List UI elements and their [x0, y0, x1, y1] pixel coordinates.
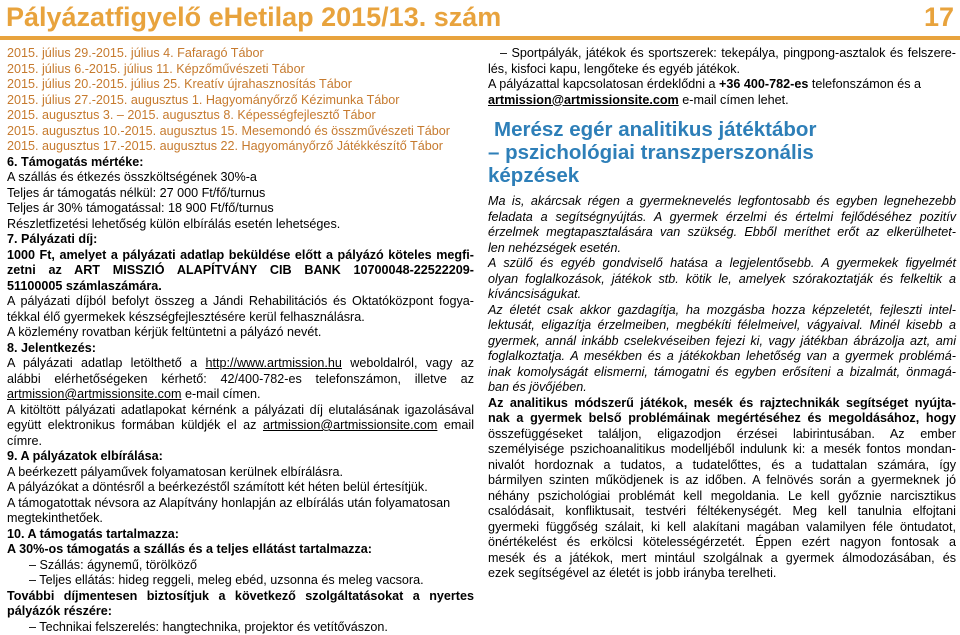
- para-line: len nehézségek esetén.: [488, 241, 956, 257]
- para-line: néhány pszichológiai problémát kell megoldania. Le kell győznie narcisztikus: [488, 489, 956, 505]
- section-7-line: 51100005 számlaszámára.: [7, 279, 474, 295]
- right-column: [488, 46, 956, 582]
- article-heading: [488, 118, 956, 187]
- section-9-line: megtekinthetőek.: [7, 511, 474, 527]
- para-line: érzelmek megtapasztalására van szükség. Ebből meríthet erőt az elkerülhetet-: [488, 225, 956, 241]
- section-6-line: Teljes ár 30% támogatással: 18 900 Ft/fő/turnus: [7, 201, 474, 217]
- schedule-item: 2015. július 20.-2015. július 25. Kreatív újrahasznosítás Tábor: [7, 77, 474, 93]
- section-6-title: 6. Támogatás mértéke:: [7, 155, 474, 171]
- section-8-line: alábbi elérhetőségeken kérhető: 42/400-782-es telefonszámon, illetve az: [7, 372, 474, 388]
- text: weboldalról, vagy az: [342, 356, 474, 370]
- heading-line: – pszichológiai transzperszonális: [488, 141, 956, 164]
- website-link[interactable]: http://www.artmission.hu: [205, 356, 341, 370]
- para-line: A szülő és egyéb gondviselő hatása a legjelentősebb. A gyermekek figyelmét: [488, 256, 956, 272]
- section-7-line: A pályázati díjból befolyt összeg a Jándi Rehabilitációs és Oktatóközpont fogya-: [7, 294, 474, 310]
- section-8-line: [7, 356, 474, 372]
- text: együtt elektronikus formában küldjék el az: [7, 418, 263, 432]
- extra-services-title: pályázók részére:: [7, 604, 474, 620]
- para-line: gyermek, annál inkább cselekvéseiben fejezi ki, vagy játékban ábrázolja azt, ami: [488, 334, 956, 350]
- schedule-item: 2015. július 6.-2015. július 11. Képzőművészeti Tábor: [7, 62, 474, 78]
- heading-line: képzések: [488, 164, 956, 187]
- section-7-line: A közlemény rovatban kérjük feltüntetni a pályázó nevét.: [7, 325, 474, 341]
- section-10-subtitle: A 30%-os támogatás a szállás és a teljes ellátást tartalmazza:: [7, 542, 474, 558]
- publication-title: Pályázatfigyelő eHetilap 2015/13. szám: [6, 0, 501, 34]
- analytic-paragraph: [488, 396, 956, 582]
- para-line: kíváncsiságukat.: [488, 287, 956, 303]
- section-10-title-text: 10. A támogatás tartalmazza:: [7, 527, 179, 541]
- para-line: nivalót hordoznak a tudatos, a tudatelőttes, és a tudattalan számára, így: [488, 458, 956, 474]
- section-10-item: – Teljes ellátás: hideg reggeli, meleg ebéd, uzsonna és meleg vacsora.: [7, 573, 474, 589]
- section-7-line: tékkal élő gyermekek készségfejlesztésére kerül felhasználásra.: [7, 310, 474, 326]
- section-8-line: [7, 418, 474, 434]
- camp-schedule: [7, 46, 474, 155]
- heading-line: Merész egér analitikus játéktábor: [488, 118, 956, 141]
- para-line: feladata a segítségnyújtás. A gyermek érzelmi és értelmi fejlődéséhez pozitív: [488, 210, 956, 226]
- page-header: [0, 0, 960, 42]
- section-7-line: 1000 Ft, amelyet a pályázati adatlap beküldése előtt a pályázó köteles megfi-: [7, 248, 474, 264]
- section-6-line: A szállás és étkezés összköltségének 30%-a: [7, 170, 474, 186]
- section-9-line: A támogatottak névsora az Alapítvány honlapján az elbírálás után folyamatosan: [7, 496, 474, 512]
- para-line: bármilyen szinten működjenek is az időben. A felnövés során a gyermeknek jó: [488, 473, 956, 489]
- para-line: önértékelést és erkölcsi kötelességérzetét. Éppen ezért nagyon fontosak a: [488, 535, 956, 551]
- para-line: személyisége pszichoanalitikus modelljéből indulunk ki: a mesék fontos mondan-: [488, 442, 956, 458]
- section-10-item: – Szállás: ágynemű, törölköző: [7, 558, 474, 574]
- para-line: Az analitikus módszerű játékok, mesék és rajztechnikák segítséget nyújta-: [488, 396, 956, 412]
- section-7-title: 7. Pályázati díj:: [7, 232, 474, 248]
- email-link[interactable]: artmission@artmissionsite.com: [263, 418, 437, 432]
- text: A pályázattal kapcsolatosan érdeklődni a: [488, 77, 719, 91]
- phone-number: +36 400-782-es: [719, 77, 808, 91]
- section-9-line: A pályázókat a döntésről a beérkezéstől számított két héten belül értesítjük.: [7, 480, 474, 496]
- contact-line: [488, 77, 956, 93]
- text: e-mail címen lehet.: [679, 93, 789, 107]
- section-10-title: [7, 527, 474, 543]
- facilities-line: – Sportpályák, játékok és sportszerek: tekepálya, pingpong-asztalok és felszere-: [488, 46, 956, 62]
- section-8-line: [7, 387, 474, 403]
- section-8-title: 8. Jelentkezés:: [7, 341, 474, 357]
- para-line: ban és jövőjében.: [488, 380, 956, 396]
- section-9-title: 9. A pályázatok elbírálása:: [7, 449, 474, 465]
- extra-services-title: További díjmentesen biztosítjuk a következő szolgáltatásokat a nyertes: [7, 589, 474, 605]
- schedule-item: 2015. augusztus 10.-2015. augusztus 15. Mesemondó és összművészeti Tábor: [7, 124, 474, 140]
- text: e-mail címen.: [181, 387, 260, 401]
- section-8-line: A kitöltött pályázati adatlapokat kérnénk a pályázati díj elutalásának igazolásával: [7, 403, 474, 419]
- para-line: foglalkoztatja. A mesékben és a játékokban lehetőség van a gyermek problémá-: [488, 349, 956, 365]
- facilities-line: lés, kisfoci kapu, lengőteke és egyéb játékok.: [488, 62, 956, 78]
- intro-paragraph: [488, 194, 956, 396]
- text: A pályázati adatlap letölthető a: [7, 356, 205, 370]
- contact-line: [488, 93, 956, 109]
- para-line: Az életét csak akkor gazdagítja, ha mozgásba hozza képzeletét, fejleszti intel-: [488, 303, 956, 319]
- email-link[interactable]: artmission@artmissionsite.com: [7, 387, 181, 401]
- para-line: inak komolyságát elismerni, támogatni és egyben erősíteni a bizalmát, önmagá-: [488, 365, 956, 381]
- section-6-line: Teljes ár támogatás nélkül: 27 000 Ft/fő/turnus: [7, 186, 474, 202]
- schedule-item: 2015. július 27.-2015. augusztus 1. Hagyományőrző Kézimunka Tábor: [7, 93, 474, 109]
- para-line: nak a gyermek belső problémáinak megértéséhez és megoldásához, hogy: [488, 411, 956, 427]
- section-8-line: címre.: [7, 434, 474, 450]
- schedule-item: 2015. július 29.-2015. július 4. Fafaragó Tábor: [7, 46, 474, 62]
- schedule-item: 2015. augusztus 3. – 2015. augusztus 8. Képességfejlesztő Tábor: [7, 108, 474, 124]
- email-link[interactable]: artmission@artmissionsite.com: [488, 93, 679, 107]
- schedule-item: 2015. augusztus 17.-2015. augusztus 22. Hagyományőrző Játékkészítő Tábor: [7, 139, 474, 155]
- header-rule: [0, 36, 960, 40]
- para-line: ezek segítségével az életét is jobb irányba terelheti.: [488, 566, 956, 582]
- left-column: [7, 46, 474, 635]
- para-line: lektusát, eligazítja érzelmeiben, megbékíti félelmeivel, vágyaival. Minél kisebb a: [488, 318, 956, 334]
- text: email: [437, 418, 474, 432]
- extra-services-item: – Technikai felszerelés: hangtechnika, projektor és vetítővászon.: [7, 620, 474, 635]
- para-line: gyermeki függőség szálait, ki kell alakítani magában valamilyen féle öntudatot,: [488, 520, 956, 536]
- para-line: csalódásait, konfliktusait, testvéri féltékenységét. Meg kell tanulnia elfojtani: [488, 504, 956, 520]
- para-line: mesék és a játékok, mert mintául szolgálnak a gyermek álmodozásában, és: [488, 551, 956, 567]
- para-line: összefüggéseket találjon, eligazodjon érzései labirintusában. Az ember: [488, 427, 956, 443]
- section-7-line: zetni az ART MISSZIÓ ALAPÍTVÁNY CIB BANK 10700048-22522209-: [7, 263, 474, 279]
- text: telefonszámon és a: [808, 77, 921, 91]
- page-number: 17: [924, 0, 954, 34]
- para-line: Ma is, akárcsak régen a gyermeknevelés legfontosabb és egyben legnehezebb: [488, 194, 956, 210]
- section-9-line: A beérkezett pályaművek folyamatosan kerülnek elbírálásra.: [7, 465, 474, 481]
- section-6-line: Részletfizetési lehetőség külön elbírálás esetén lehetséges.: [7, 217, 474, 233]
- para-line: olyan foglalkozások, játékok stb. kötik le, amelyek szórakoztatják és felkeltik a: [488, 272, 956, 288]
